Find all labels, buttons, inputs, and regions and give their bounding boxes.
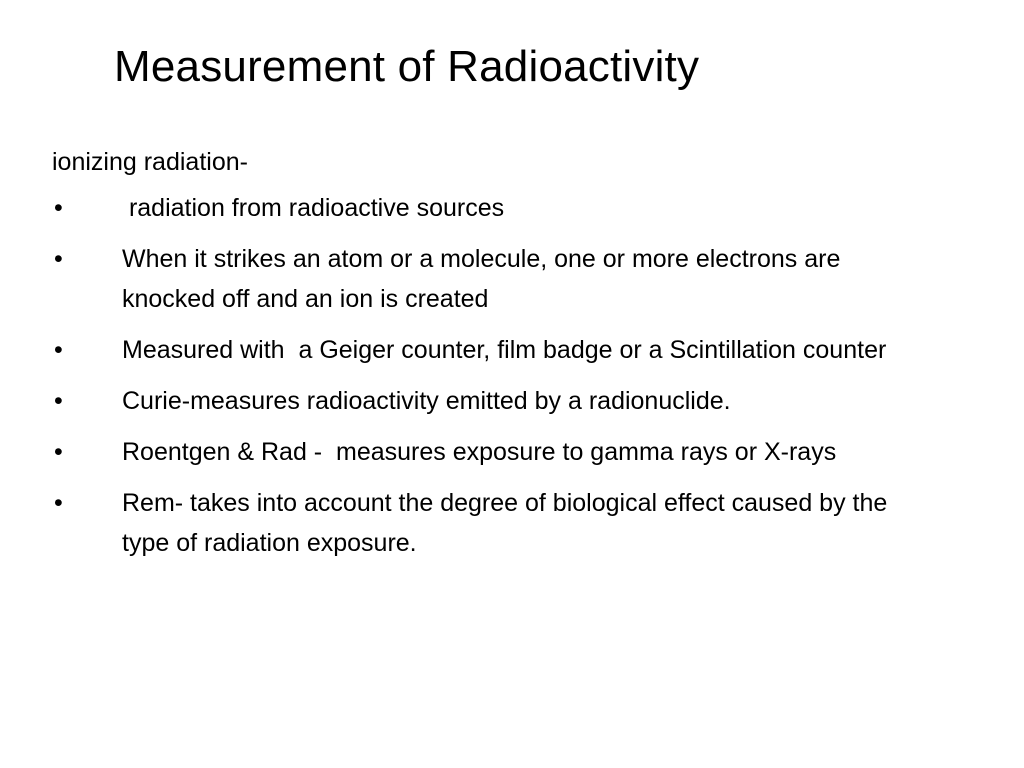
bullet-item [52, 330, 952, 370]
bullet-text: Rem- takes into account the degree of biological effect caused by the type of radiation exposure. [122, 489, 895, 557]
bullet-text: Roentgen & Rad - measures exposure to gamma rays or X-rays [122, 438, 837, 466]
bullet-text: Curie-measures radioactivity emitted by a radionuclide. [122, 387, 731, 415]
bullet-item [52, 239, 952, 319]
bullet-icon: • [54, 194, 63, 222]
bullet-item [52, 483, 952, 563]
bullet-item [52, 188, 952, 228]
bullet-item [52, 381, 952, 421]
slide-title: Measurement of Radioactivity [114, 42, 700, 91]
bullet-item [52, 432, 952, 472]
intro-text: ionizing radiation- [52, 148, 248, 176]
bullet-icon: • [54, 336, 63, 364]
bullet-text: Measured with a Geiger counter, film badge or a Scintillation counter [122, 336, 887, 364]
bullet-icon: • [54, 387, 63, 415]
bullet-icon: • [54, 438, 63, 466]
slide-content [52, 144, 952, 574]
bullet-icon: • [54, 245, 63, 273]
bullet-list [52, 188, 952, 563]
bullet-icon: • [54, 489, 63, 517]
bullet-text: radiation from radioactive sources [122, 194, 505, 222]
bullet-text: When it strikes an atom or a molecule, one or more electrons are knocked off and an ion is created [122, 245, 848, 313]
